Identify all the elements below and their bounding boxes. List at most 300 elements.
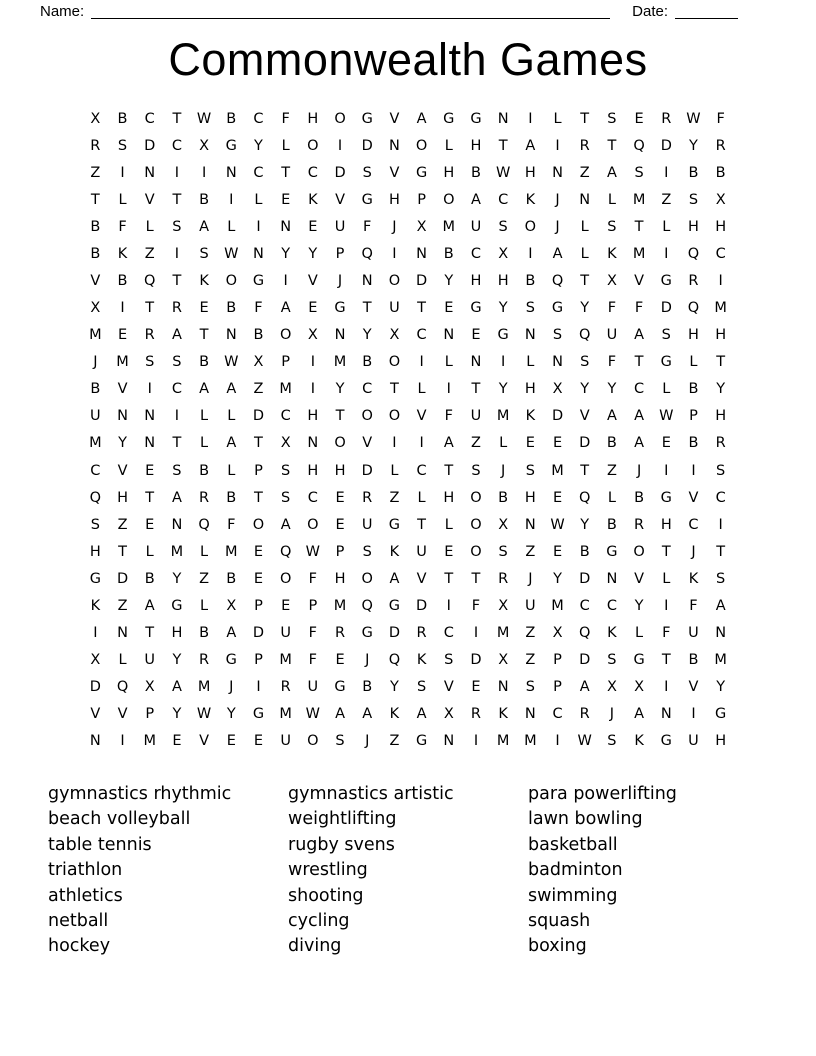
grid-letter: L (662, 381, 671, 398)
grid-letter: K (607, 245, 617, 262)
grid-letter: M (442, 218, 456, 235)
grid-letter: J (691, 543, 696, 560)
grid-letter: S (525, 462, 535, 479)
grid-letter: P (254, 462, 263, 479)
grid-letter: S (199, 245, 209, 262)
grid-letter: F (607, 300, 617, 317)
grid-letter: Z (389, 733, 400, 750)
grid-letter: U (416, 543, 427, 560)
grid-letter: N (144, 435, 156, 452)
name-label: Name: (40, 3, 85, 20)
word-item: para powerlifting (528, 783, 677, 804)
grid-letter: P (335, 543, 345, 560)
grid-letter: H (688, 327, 699, 344)
grid-letter: S (498, 543, 508, 560)
grid-letter: R (579, 137, 590, 154)
grid-letter: V (90, 706, 101, 723)
grid-letter: G (415, 164, 428, 181)
grid-letter: B (199, 354, 210, 371)
grid-letter: A (226, 381, 237, 398)
grid-letter: W (495, 164, 511, 181)
grid-letter: C (307, 489, 318, 506)
grid-letter: I (528, 245, 533, 262)
grid-letter: T (471, 381, 481, 398)
grid-letter: X (307, 327, 318, 344)
grid-letter: T (254, 435, 263, 452)
grid-letter: A (416, 110, 427, 127)
grid-letter: M (551, 597, 564, 614)
grid-letter: G (606, 543, 618, 560)
grid-letter: O (388, 354, 401, 371)
grid-letter: B (90, 381, 101, 398)
grid-letter: M (496, 625, 510, 642)
name-line (91, 5, 610, 19)
grid-letter: N (144, 408, 156, 425)
grid-letter: T (389, 381, 399, 398)
grid-letter: O (633, 543, 645, 560)
grid-letter: V (416, 408, 427, 425)
grid-letter: B (715, 164, 726, 181)
grid-letter: Z (606, 462, 617, 479)
grid-letter: B (498, 489, 509, 506)
grid-letter: C (606, 597, 617, 614)
grid-letter: A (389, 570, 400, 587)
grid-letter: X (280, 435, 291, 452)
grid-letter: P (689, 408, 698, 425)
grid-letter: I (174, 164, 180, 181)
word-item: diving (288, 936, 342, 957)
grid-letter: N (524, 706, 536, 723)
grid-letter: B (226, 110, 237, 127)
grid-letter: L (227, 462, 236, 479)
grid-letter: T (199, 327, 209, 344)
grid-letter: C (634, 381, 645, 398)
grid-letter: U (90, 408, 101, 425)
grid-letter: L (118, 191, 127, 208)
grid-letter: U (389, 300, 400, 317)
grid-letter: C (470, 245, 482, 262)
grid-letter: R (171, 300, 182, 317)
word-item: cycling (288, 910, 350, 931)
word-item: squash (528, 910, 591, 931)
grid-letter: T (580, 462, 590, 479)
grid-letter: A (416, 706, 427, 723)
grid-letter: B (226, 489, 237, 506)
grid-letter: Y (308, 245, 318, 262)
grid-letter: G (443, 110, 455, 127)
grid-letter: D (470, 652, 482, 669)
grid-letter: S (688, 191, 699, 208)
grid-letter: K (389, 706, 400, 723)
grid-letter: Y (607, 381, 617, 398)
grid-letter: A (634, 327, 645, 344)
grid-letter: I (147, 381, 152, 398)
grid-letter: E (308, 218, 318, 235)
grid-letter: S (634, 164, 644, 181)
grid-letter: C (688, 516, 699, 533)
grid-letter: G (361, 110, 373, 127)
grid-letter: B (443, 245, 454, 262)
grid-letter: O (470, 516, 482, 533)
grid-letter: J (609, 706, 615, 723)
grid-letter: H (660, 516, 672, 533)
grid-letter: S (335, 733, 345, 750)
grid-letter: S (444, 652, 454, 669)
grid-letter: X (606, 679, 617, 696)
grid-letter: O (225, 273, 237, 289)
grid-letter: I (419, 354, 424, 371)
grid-letter: V (144, 191, 155, 208)
grid-letter: J (93, 354, 98, 371)
grid-letter: G (334, 679, 346, 696)
grid-letter: J (636, 462, 642, 479)
grid-letter: M (279, 706, 292, 723)
grid-letter: U (280, 625, 291, 642)
grid-letter: Z (525, 543, 536, 560)
grid-letter: F (716, 110, 725, 127)
grid-letter: L (689, 354, 698, 371)
grid-letter: N (361, 273, 373, 289)
grid-letter: N (524, 327, 536, 344)
grid-letter: Y (716, 679, 726, 696)
grid-letter: C (552, 706, 563, 723)
grid-letter: Y (281, 245, 291, 262)
grid-letter: I (229, 191, 234, 208)
grid-letter: V (579, 408, 590, 425)
grid-letter: Y (226, 706, 236, 723)
grid-letter: V (117, 706, 128, 723)
grid-letter: V (688, 679, 699, 696)
grid-letter: L (526, 354, 535, 371)
grid-letter: Y (335, 381, 345, 398)
grid-letter: B (117, 273, 128, 289)
grid-letter: S (498, 218, 508, 235)
grid-letter: C (416, 327, 427, 344)
grid-letter: G (470, 110, 482, 127)
grid-letter: I (93, 625, 98, 642)
word-item: beach volleyball (48, 809, 191, 830)
grid-letter: H (715, 327, 727, 344)
grid-letter: N (144, 164, 156, 181)
grid-letter: P (308, 597, 318, 614)
grid-letter: T (498, 137, 508, 154)
grid-letter: N (443, 733, 455, 750)
word-item: lawn bowling (528, 809, 643, 830)
grid-letter: S (90, 516, 100, 533)
grid-letter: T (661, 652, 671, 669)
grid-letter: S (172, 218, 182, 235)
grid-letter: S (416, 679, 427, 696)
grid-letter: S (607, 218, 617, 235)
grid-letter: X (144, 679, 155, 696)
grid-letter: O (252, 516, 265, 533)
grid-letter: Y (444, 273, 454, 289)
grid-letter: M (143, 733, 156, 750)
grid-letter: B (362, 679, 373, 696)
grid-letter: R (334, 625, 346, 642)
grid-letter: J (229, 679, 234, 696)
grid-letter: F (607, 354, 617, 371)
grid-letter: X (416, 218, 427, 235)
grid-letter: C (416, 462, 427, 479)
grid-letter: T (172, 191, 182, 208)
grid-letter: I (174, 245, 180, 262)
grid-letter: N (117, 625, 128, 642)
grid-letter: Q (279, 543, 292, 560)
grid-letter: E (281, 191, 291, 208)
grid-letter: K (117, 245, 128, 262)
grid-letter: C (307, 164, 318, 181)
grid-letter: F (444, 408, 453, 425)
grid-letter: N (89, 733, 101, 750)
grid-letter: I (664, 245, 669, 262)
grid-letter: P (254, 652, 263, 669)
grid-letter: A (471, 191, 481, 208)
grid-letter: V (117, 381, 128, 398)
grid-letter: P (553, 679, 562, 696)
grid-letter: I (337, 137, 343, 154)
grid-letter: R (715, 137, 726, 154)
grid-letter: N (388, 137, 400, 154)
grid-letter: Y (389, 679, 399, 696)
grid-letter: N (497, 110, 509, 127)
grid-letter: M (714, 300, 727, 317)
grid-letter: L (200, 543, 209, 560)
grid-letter: L (444, 137, 453, 154)
grid-letter: L (444, 516, 453, 533)
grid-letter: Y (689, 137, 698, 154)
grid-letter: T (661, 543, 671, 560)
grid-letter: B (90, 218, 101, 235)
grid-letter: B (688, 652, 699, 669)
grid-letter: O (361, 408, 373, 425)
grid-letter: L (662, 218, 671, 235)
grid-letter: L (200, 408, 209, 425)
grid-letter: O (415, 137, 428, 154)
grid-letter: S (525, 300, 535, 317)
grid-letter: H (334, 462, 346, 479)
grid-letter: B (634, 489, 645, 506)
grid-letter: Q (633, 137, 645, 154)
grid-letter: I (501, 354, 506, 371)
grid-letter: F (471, 597, 481, 614)
grid-letter: N (470, 354, 482, 371)
grid-letter: X (552, 381, 563, 398)
grid-letter: B (688, 164, 699, 181)
grid-letter: X (90, 652, 101, 669)
grid-letter: L (607, 191, 616, 208)
grid-letter: A (171, 327, 182, 344)
grid-letter: Z (389, 489, 400, 506)
grid-letter: Q (198, 516, 210, 533)
grid-letter: O (307, 733, 319, 750)
grid-letter: K (525, 408, 536, 425)
grid-letter: D (252, 408, 265, 425)
grid-letter: C (253, 164, 264, 181)
grid-letter: G (225, 652, 237, 669)
grid-letter: I (664, 679, 669, 696)
grid-letter: Y (172, 652, 182, 669)
grid-letter: F (308, 570, 318, 587)
grid-letter: Q (579, 625, 591, 642)
grid-letter: W (550, 516, 565, 533)
grid-letter: Y (498, 381, 508, 398)
grid-letter: O (388, 408, 401, 425)
grid-letter: G (361, 191, 373, 208)
grid-letter: M (632, 245, 646, 262)
grid-letter: I (473, 733, 479, 750)
word-item: athletics (48, 885, 123, 906)
grid-letter: L (580, 218, 589, 235)
grid-letter: T (172, 110, 182, 127)
grid-letter: V (199, 733, 210, 750)
grid-letter: B (199, 191, 210, 208)
grid-letter: S (607, 652, 617, 669)
grid-letter: B (144, 570, 155, 587)
grid-letter: G (334, 300, 346, 317)
grid-letter: H (171, 625, 183, 642)
word-item: weightlifting (288, 809, 397, 830)
word-search-grid (0, 105, 816, 755)
grid-letter: X (199, 137, 210, 154)
grid-letter: S (716, 570, 726, 587)
grid-letter: A (335, 706, 345, 723)
grid-letter: V (634, 273, 645, 289)
word-list-column (48, 782, 288, 960)
grid-letter: L (227, 218, 236, 235)
grid-letter: R (362, 489, 373, 506)
grid-letter: H (688, 218, 699, 235)
grid-letter: B (90, 245, 101, 262)
grid-letter: E (145, 462, 155, 479)
grid-letter: B (226, 300, 237, 317)
grid-letter: M (333, 354, 347, 371)
grid-letter: D (579, 570, 591, 587)
grid-letter: Y (362, 327, 372, 344)
grid-letter: M (333, 597, 347, 614)
grid-letter: H (307, 462, 319, 479)
word-list (0, 755, 816, 960)
grid-letter: T (172, 273, 182, 289)
grid-letter: Q (89, 489, 102, 506)
grid-letter: H (307, 408, 319, 425)
grid-letter: I (256, 218, 261, 235)
grid-letter: V (90, 273, 101, 289)
grid-letter: A (171, 679, 182, 696)
grid-letter: R (280, 679, 291, 696)
grid-letter: Z (144, 245, 155, 262)
grid-letter: E (335, 652, 345, 669)
grid-letter: H (715, 218, 727, 235)
grid-letter: R (199, 652, 210, 669)
grid-letter: L (580, 245, 589, 262)
grid-letter: I (691, 706, 696, 723)
grid-letter: Z (117, 516, 128, 533)
grid-letter: W (305, 706, 321, 723)
header (0, 0, 816, 20)
grid-letter: X (90, 300, 101, 317)
grid-letter: Y (634, 597, 644, 614)
grid-letter: T (580, 273, 590, 289)
grid-letter: K (498, 706, 508, 723)
grid-letter: D (252, 625, 265, 642)
grid-letter: G (660, 733, 672, 750)
word-item: rugby svens (288, 834, 395, 855)
grid-letter: C (171, 137, 182, 154)
grid-letter: U (525, 597, 536, 614)
grid-letter: N (253, 245, 264, 262)
grid-letter: X (552, 625, 563, 642)
grid-letter: E (525, 435, 535, 452)
grid-letter: I (664, 597, 669, 614)
grid-letter: L (390, 462, 399, 479)
grid-letter: L (254, 191, 263, 208)
grid-letter: A (171, 489, 182, 506)
grid-letter: V (389, 110, 400, 127)
grid-letter: W (686, 110, 701, 127)
grid-letter: N (524, 516, 536, 533)
date-line (675, 5, 738, 19)
grid-letter: Q (687, 300, 700, 317)
grid-letter: H (470, 137, 482, 154)
grid-letter: T (335, 408, 345, 425)
grid-letter: Q (361, 245, 373, 262)
grid-letter: H (470, 273, 482, 289)
grid-letter: U (470, 408, 482, 425)
grid-letter: L (444, 354, 453, 371)
grid-letter: T (145, 489, 155, 506)
grid-letter: J (365, 733, 370, 750)
grid-letter: N (552, 354, 563, 371)
grid-letter: E (634, 110, 644, 127)
grid-letter: R (498, 570, 509, 587)
grid-letter: K (688, 570, 699, 587)
grid-letter: B (688, 381, 699, 398)
grid-letter: Y (172, 570, 182, 587)
grid-letter: N (497, 679, 509, 696)
grid-letter: Q (361, 597, 373, 614)
word-list-column (288, 782, 528, 960)
grid-letter: C (715, 245, 726, 262)
grid-letter: Z (253, 381, 264, 398)
grid-letter: B (253, 327, 264, 344)
grid-letter: I (691, 462, 696, 479)
grid-letter: G (660, 354, 672, 371)
grid-letter: T (444, 462, 454, 479)
grid-letter: P (335, 245, 345, 262)
grid-letter: I (419, 435, 424, 452)
grid-letter: B (525, 273, 536, 289)
grid-letter: W (196, 110, 212, 127)
grid-letter: C (280, 408, 291, 425)
grid-letter: D (551, 408, 564, 425)
grid-letter: L (200, 435, 209, 452)
grid-letter: V (335, 191, 345, 208)
grid-letter: A (280, 300, 291, 317)
grid-letter: J (392, 218, 397, 235)
grid-letter: A (226, 625, 237, 642)
grid-letter: W (224, 354, 239, 371)
grid-letter: T (118, 543, 127, 560)
grid-letter: G (551, 300, 564, 317)
grid-letter: M (279, 652, 292, 669)
grid-letter: S (172, 462, 182, 479)
grid-letter: H (497, 273, 509, 289)
grid-letter: L (145, 218, 154, 235)
grid-letter: A (226, 435, 237, 452)
grid-letter: T (471, 570, 481, 587)
grid-letter: D (89, 679, 101, 696)
